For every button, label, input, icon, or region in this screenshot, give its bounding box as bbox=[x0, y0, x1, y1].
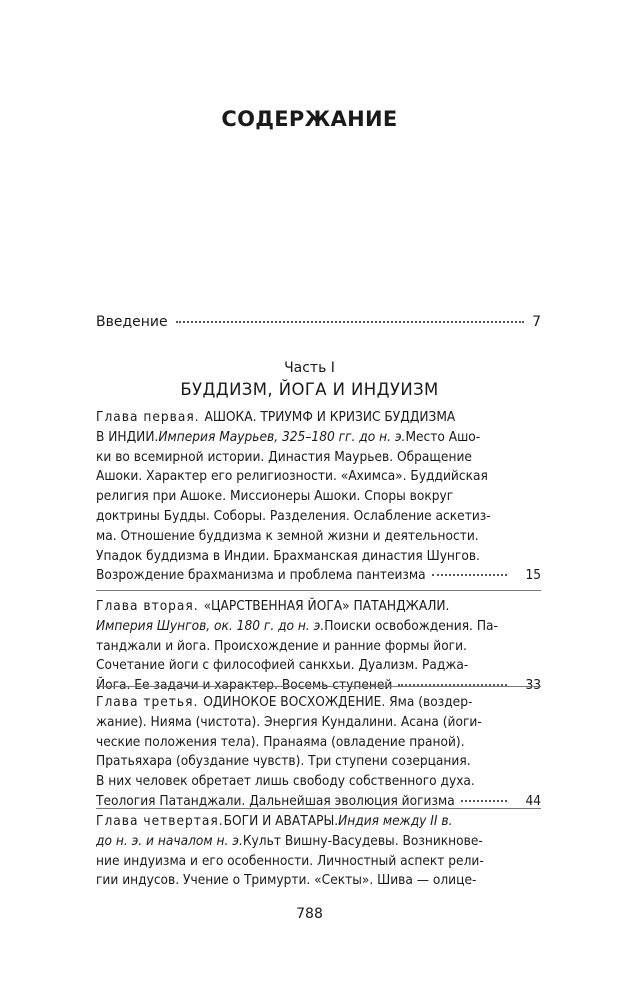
chapter-line bbox=[96, 408, 541, 428]
chapter-text: танджали и йога. Происхождение и ранние формы йоги. bbox=[96, 637, 467, 654]
chapter-text: ние индуизма и его особенности. Личностный аспект рели- bbox=[96, 852, 484, 869]
chapter-text: доктрины Будды. Соборы. Разделения. Ослабление аскетиз- bbox=[96, 507, 491, 524]
part-name: БУДДИЗМ, ЙОГА И ИНДУИЗМ bbox=[180, 380, 439, 399]
chapter-line bbox=[96, 752, 541, 772]
chapter-line bbox=[96, 693, 541, 713]
page-title: СОДЕРЖАНИЕ bbox=[221, 107, 398, 131]
toc-chapter-3[interactable] bbox=[96, 693, 541, 812]
chapter-line bbox=[96, 656, 541, 676]
chapter-text: Теология Патанджали. Дальнейшая эволюция йогизма bbox=[96, 792, 455, 809]
toc-entry-page: 15 bbox=[525, 567, 541, 584]
chapter-line bbox=[96, 487, 541, 507]
toc-entry-introduction[interactable] bbox=[96, 314, 541, 330]
chapter-text: ки во всемирной истории. Династия Маурьев. Обращение bbox=[96, 448, 472, 465]
chapter-line bbox=[96, 832, 541, 852]
chapter-text: Йога. Ее задачи и характер. Восемь ступеней bbox=[96, 677, 393, 694]
dot-leader bbox=[176, 321, 524, 323]
chapter-line bbox=[96, 733, 541, 753]
chapter-label: Глава третья. bbox=[96, 694, 204, 710]
chapter-label: Глава вторая. bbox=[96, 598, 204, 614]
chapter-text: Пратьяхара (обуздание чувств). Три ступени созерцания. bbox=[96, 753, 471, 770]
dot-leader bbox=[432, 574, 507, 576]
chapter-line bbox=[96, 566, 541, 586]
chapter-line bbox=[96, 448, 541, 468]
chapter-line bbox=[96, 713, 541, 733]
toc-chapter-1[interactable] bbox=[96, 408, 541, 586]
chapter-line bbox=[96, 812, 541, 832]
chapter-subtitle: Индия между II в. bbox=[338, 813, 453, 829]
chapter-line bbox=[96, 871, 541, 891]
dot-leader bbox=[461, 800, 507, 802]
chapter-title: В ИНДИИ. bbox=[96, 428, 159, 445]
chapter-subtitle: Империя Маурьев, 325–180 гг. до н. э. bbox=[158, 428, 406, 445]
chapter-text: Сочетание йоги с философией санкхьи. Дуализм. Раджа- bbox=[96, 657, 469, 674]
chapter-title: ОДИНОКОЕ ВОСХОЖДЕНИЕ. Яма (воздер- bbox=[203, 694, 473, 710]
chapter-line bbox=[96, 507, 541, 527]
toc-entry-page: 7 bbox=[532, 314, 541, 330]
chapter-label: Глава первая. bbox=[96, 409, 205, 425]
chapter-line bbox=[96, 527, 541, 547]
chapter-text: Ашоки. Характер его религиозности. «Ахимса». Буддийская bbox=[96, 468, 488, 485]
toc-chapter-2[interactable] bbox=[96, 597, 541, 696]
separator bbox=[96, 808, 541, 809]
chapter-title: БОГИ И АВАТАРЫ. bbox=[223, 813, 339, 829]
chapter-line bbox=[96, 617, 541, 637]
chapter-text: религия при Ашоке. Миссионеры Ашоки. Споры вокруг bbox=[96, 488, 454, 505]
separator bbox=[96, 686, 541, 687]
chapter-line bbox=[96, 772, 541, 792]
chapter-text: Поиски освобождения. Па- bbox=[324, 617, 498, 634]
chapter-text: Возрождение брахманизма и проблема пантеизма bbox=[96, 567, 426, 584]
chapter-text: Место Ашо- bbox=[405, 428, 481, 445]
toc-chapter-4[interactable] bbox=[96, 812, 541, 891]
chapter-text: ма. Отношение буддизма к земной жизни и деятельности. bbox=[96, 527, 479, 544]
chapter-line bbox=[96, 637, 541, 657]
separator bbox=[96, 590, 541, 591]
chapter-text: В них человек обретает лишь свободу собственного духа. bbox=[96, 773, 475, 790]
toc-entry-page: 33 bbox=[525, 677, 541, 694]
chapter-subtitle: до н. э. и началом н. э. bbox=[96, 832, 243, 849]
chapter-line bbox=[96, 428, 541, 448]
toc-entry-label: Введение bbox=[96, 314, 168, 330]
chapter-text: жание). Нияма (чистота). Энергия Кундалини. Асана (йоги- bbox=[96, 713, 482, 730]
chapter-text: ческие положения тела). Пранаяма (овладение праной). bbox=[96, 733, 465, 750]
chapter-line bbox=[96, 467, 541, 487]
chapter-line bbox=[96, 597, 541, 617]
chapter-line bbox=[96, 547, 541, 567]
chapter-line bbox=[96, 852, 541, 872]
part-number: Часть I bbox=[284, 360, 335, 376]
chapter-title: АШОКА. ТРИУМФ И КРИЗИС БУДДИЗМА bbox=[204, 409, 456, 425]
chapter-text: Упадок буддизма в Индии. Брахманская династия Шунгов. bbox=[96, 547, 480, 564]
chapter-title: «ЦАРСТВЕННАЯ ЙОГА» ПАТАНДЖАЛИ. bbox=[203, 598, 450, 614]
page-number: 788 bbox=[296, 906, 323, 922]
chapter-text: гии индусов. Учение о Тримурти. «Секты». Шива — олице- bbox=[96, 872, 477, 889]
chapter-text: Культ Вишну-Васудевы. Возникнове- bbox=[242, 832, 483, 849]
part-heading bbox=[0, 358, 619, 402]
toc-entry-page: 44 bbox=[525, 792, 541, 809]
chapter-label: Глава четвертая. bbox=[96, 813, 224, 829]
chapter-subtitle: Империя Шунгов, ок. 180 г. до н. э. bbox=[96, 617, 325, 634]
